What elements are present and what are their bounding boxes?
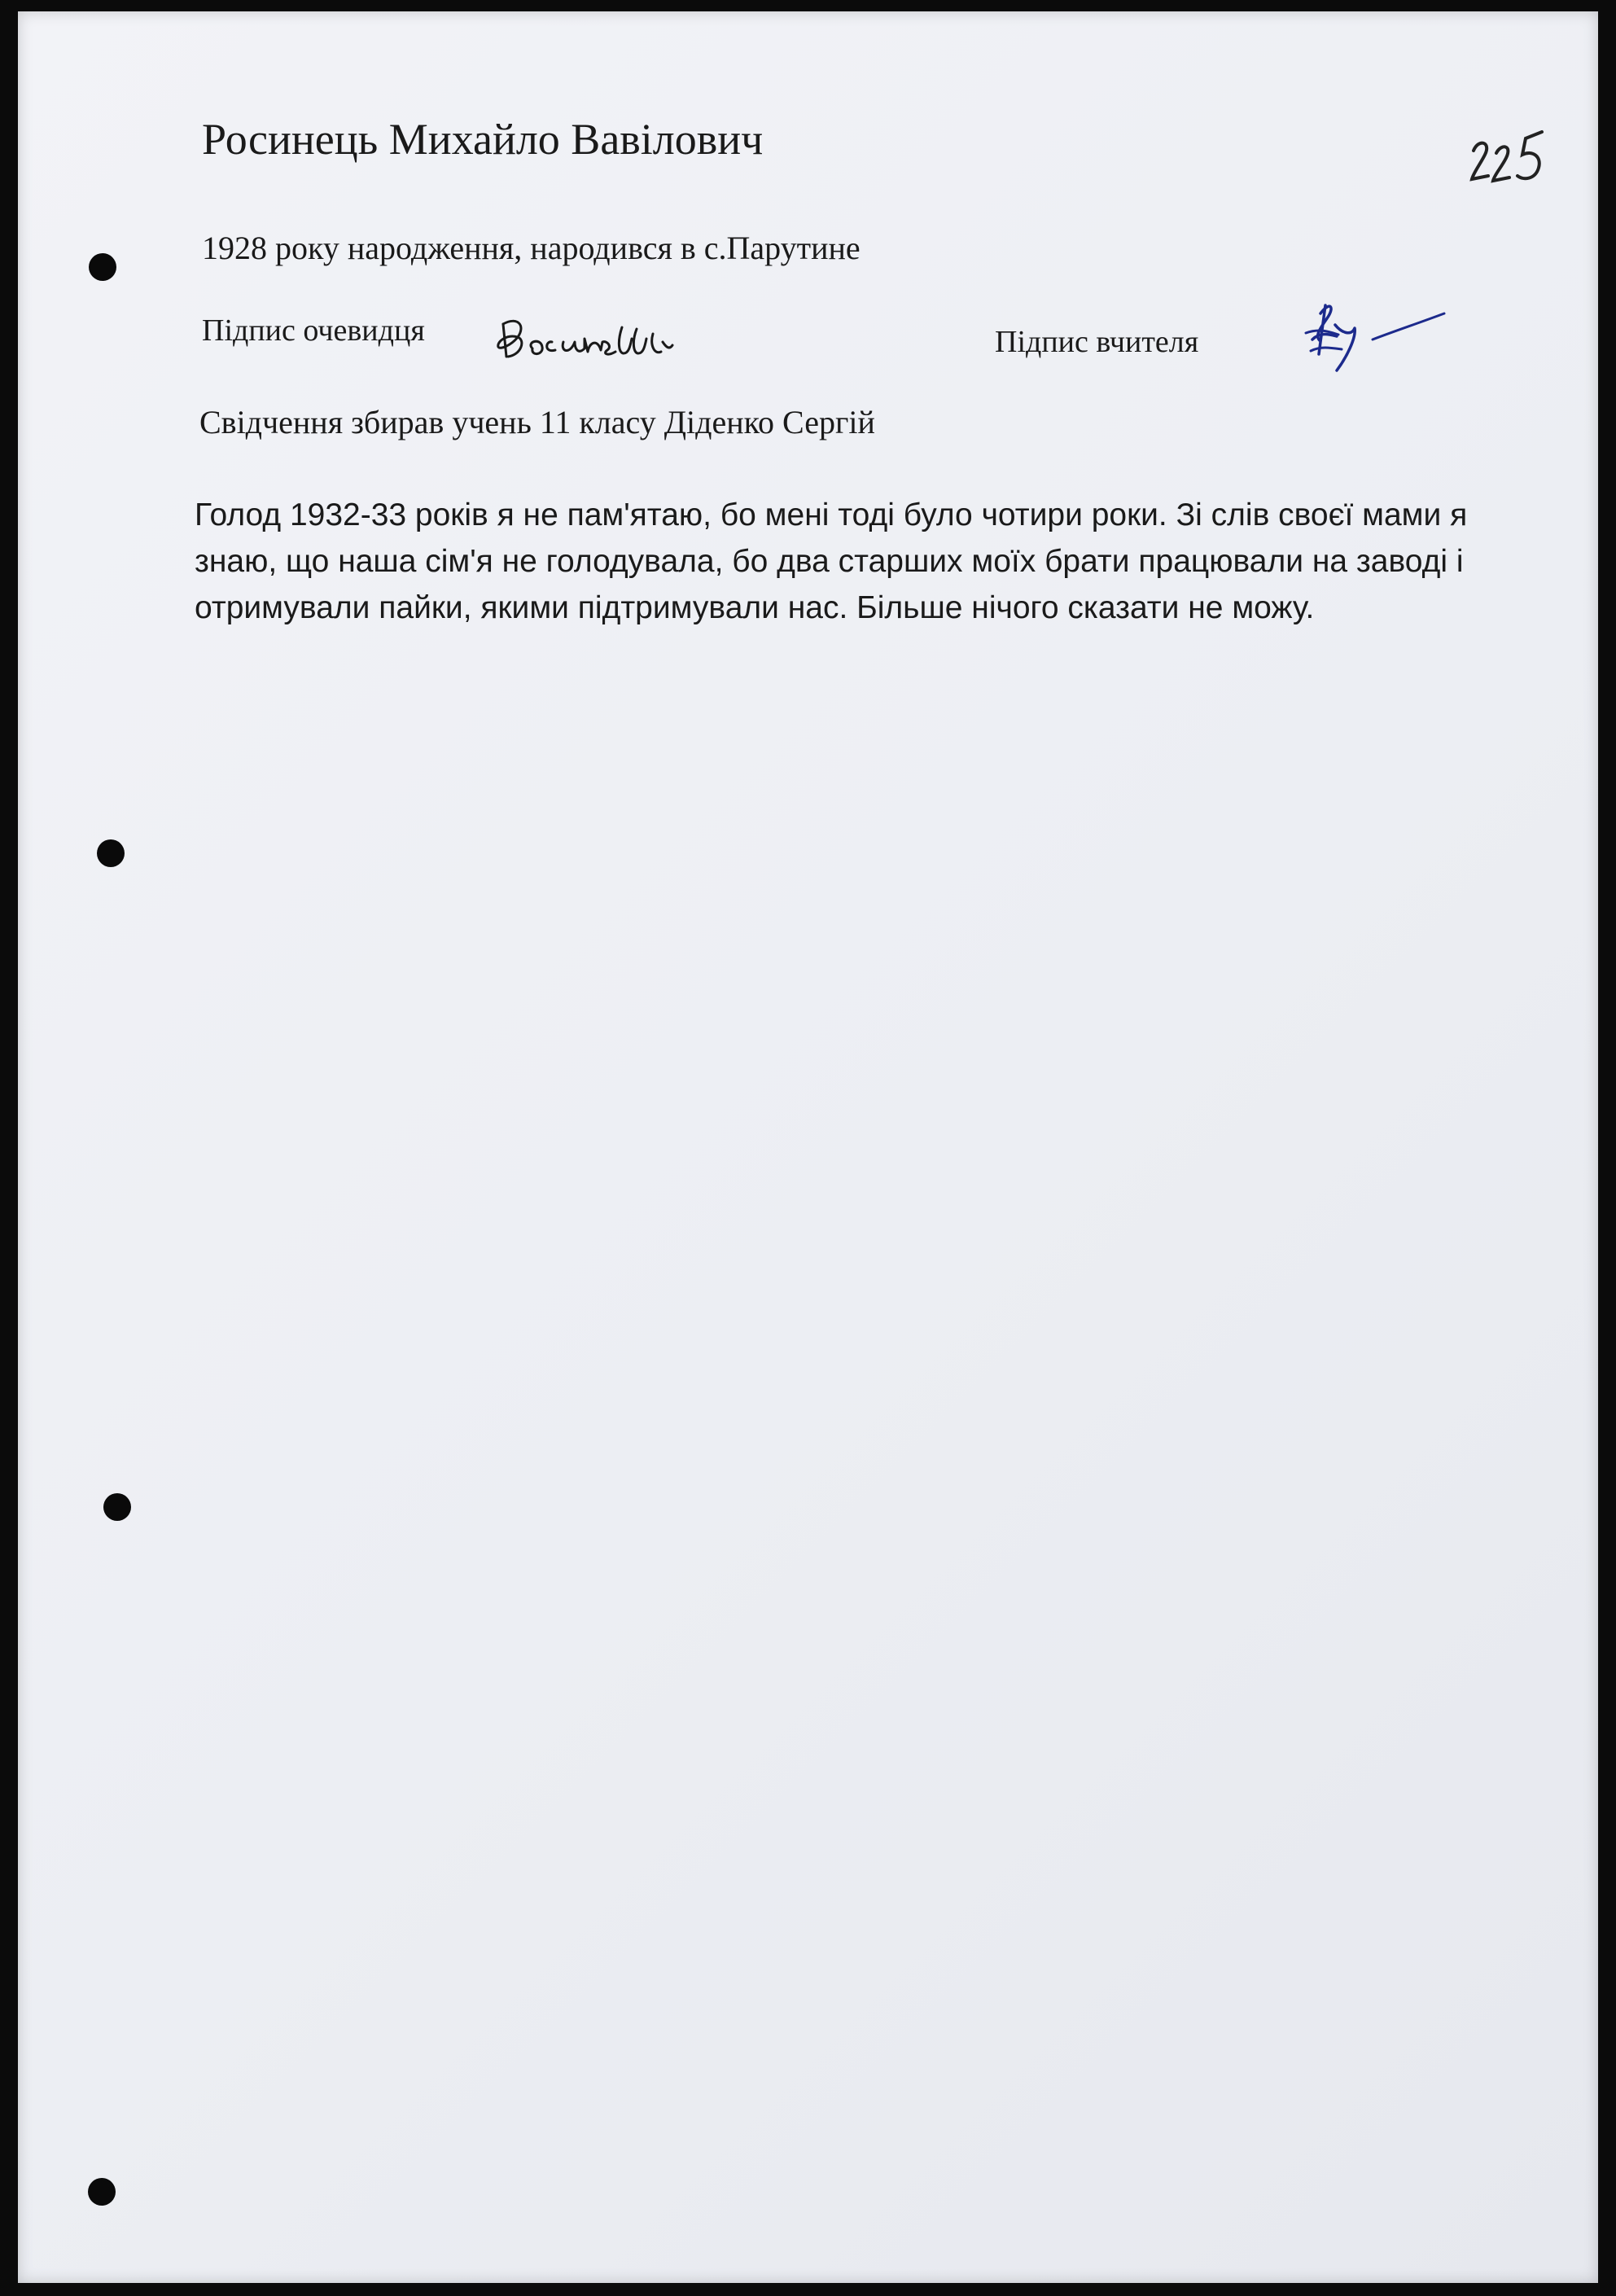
punch-hole <box>103 1493 131 1521</box>
teacher-signature <box>1288 289 1451 383</box>
collector-info: Свідчення збирав учень 11 класу Діденко Сергій <box>199 404 875 440</box>
eyewitness-signature <box>493 309 689 366</box>
testimony-text: Голод 1932-33 років я не пам'ятаю, бо мені тоді було чотири роки. Зі слів своєї мами я знаю, що наша сім'я не голодувала, бо два старших моїх брати працювали на заводі і отримували пайки, якими підтримували нас. Більше нічого сказати не можу. <box>195 497 1468 625</box>
handwritten-page-number <box>1457 122 1555 195</box>
eyewitness-signature-label: Підпис очевидця <box>202 313 425 348</box>
birth-info: 1928 року народження, народився в с.Парутине <box>202 230 861 266</box>
punch-hole <box>89 253 116 281</box>
punch-hole <box>97 839 125 867</box>
witness-name: Росинець Михайло Вавілович <box>202 115 764 164</box>
teacher-signature-label: Підпис вчителя <box>995 325 1199 359</box>
punch-hole <box>88 2178 116 2206</box>
